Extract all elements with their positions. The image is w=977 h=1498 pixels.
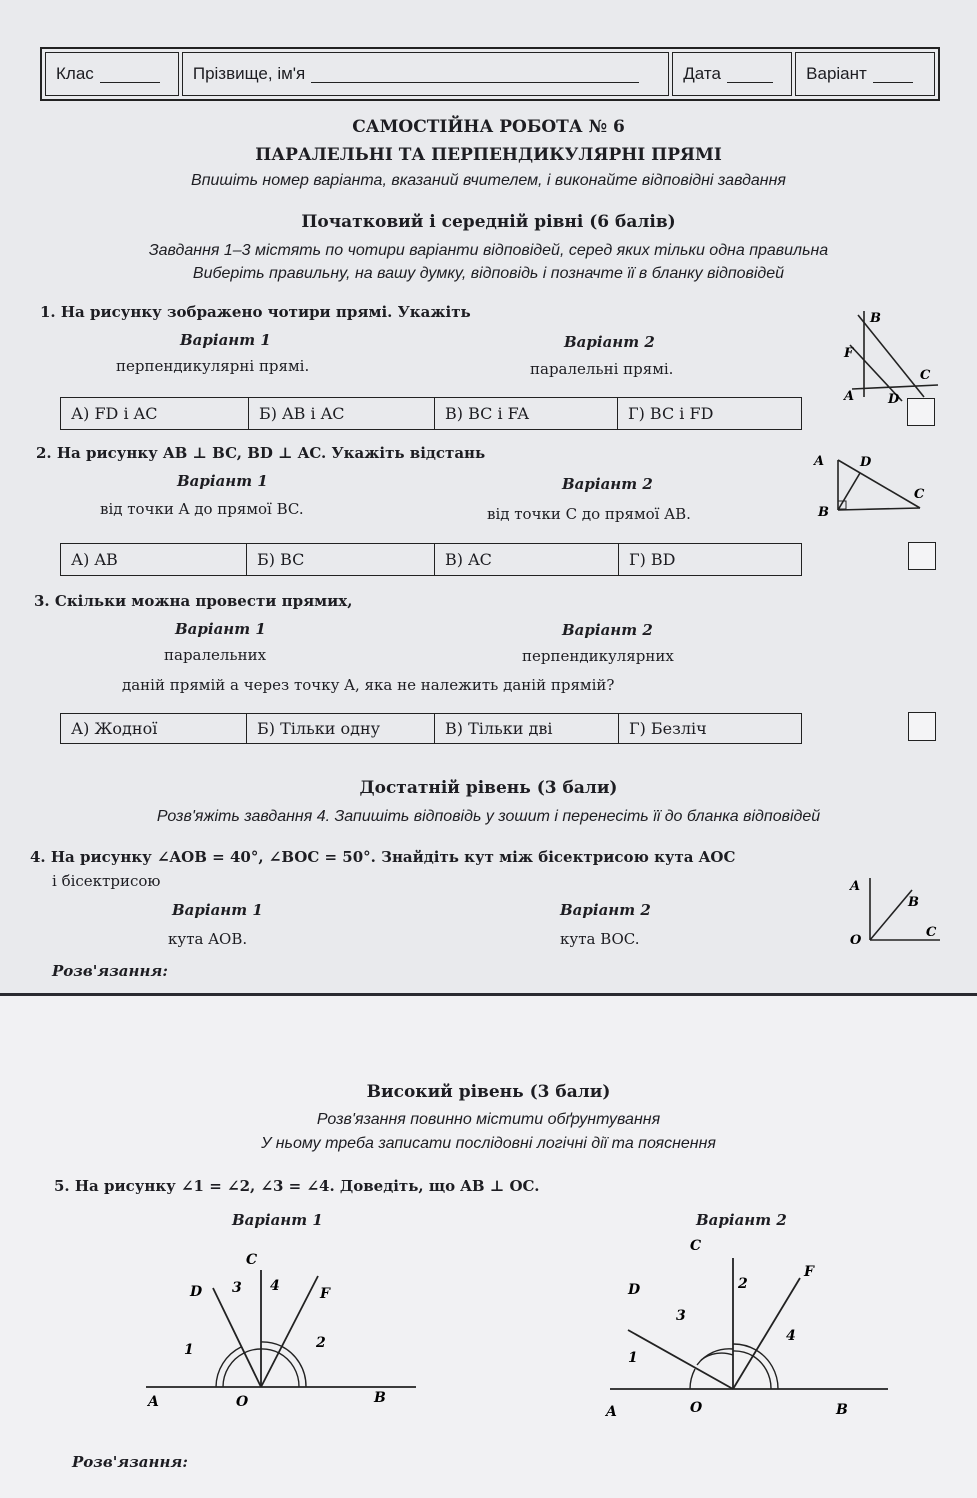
class-label: Клас: [56, 64, 94, 83]
q5-fig2-label-o: O: [690, 1400, 703, 1416]
q1-option-c[interactable]: В) BC і FA: [435, 398, 618, 429]
date-field[interactable]: [672, 52, 792, 96]
q4-fig-label-b: B: [908, 895, 919, 910]
q1-option-b[interactable]: Б) AB і AC: [249, 398, 435, 429]
q1-variant1-label: Варіант 1: [180, 331, 271, 349]
q5-fig1-label-a: A: [148, 1394, 159, 1410]
q4-solution-label: Розв'язання:: [52, 962, 168, 980]
q1-option-d[interactable]: Г) BC і FD: [628, 404, 714, 423]
q3-variant1-text: паралельних: [164, 646, 267, 664]
variant-field[interactable]: [795, 52, 935, 96]
q4-variant1-text: кута AOB.: [168, 930, 248, 948]
q5-fig2-label-2: 2: [738, 1276, 748, 1292]
q1-option-a[interactable]: А) FD і AC: [61, 398, 249, 429]
q2-variant1-text: від точки A до прямої BC.: [100, 500, 304, 518]
q3-option-a[interactable]: А) Жодної: [61, 714, 247, 743]
q2-option-d[interactable]: Г) BD: [629, 550, 676, 569]
q2-text: 2. На рисунку AB ⊥ BC, BD ⊥ AC. Укажіть відстань: [36, 444, 486, 462]
level2-instruction: Розв'яжіть завдання 4. Запишіть відповідь у зошит і перенесіть її до бланка відповідей: [156, 808, 821, 825]
q4-fig-label-o: O: [850, 933, 862, 948]
q5-fig2-label-a: A: [606, 1404, 617, 1420]
q3-options: [60, 713, 802, 744]
q5-fig1-label-2: 2: [316, 1335, 326, 1351]
level3-instruction-1: Розв'язання повинно містити обґрунтування: [316, 1111, 661, 1128]
q3-variant2-label: Варіант 2: [562, 621, 653, 639]
q1-options: [60, 397, 802, 430]
q5-fig2-label-1: 1: [628, 1350, 638, 1366]
q3-option-c[interactable]: В) Тільки дві: [435, 714, 619, 743]
q5-fig2-label-d: D: [628, 1282, 641, 1298]
q3-variant1-label: Варіант 1: [175, 620, 266, 638]
q2-option-a[interactable]: А) AB: [61, 544, 247, 575]
q1-text: 1. На рисунку зображено чотири прямі. Укажіть: [40, 303, 471, 321]
variant-label: Варіант: [806, 64, 867, 83]
q5-fig2-label-f: F: [804, 1264, 814, 1280]
q1-fig-label-f: F: [844, 346, 854, 361]
level3-title: Високий рівень (3 бали): [366, 1082, 611, 1102]
q5-solution-label: Розв'язання:: [72, 1453, 188, 1471]
q4-variant2-text: кута BOC.: [560, 930, 640, 948]
level3-instruction-2: У ньому треба записати послідовні логічні дії та пояснення: [261, 1135, 716, 1152]
q2-figure: [810, 448, 935, 523]
q5-fig1-label-b: B: [374, 1390, 386, 1406]
q5-figure-variant2: [598, 1232, 898, 1422]
q2-option-c[interactable]: В) AC: [435, 544, 619, 575]
q5-fig1-label-f: F: [320, 1286, 330, 1302]
q4-variant2-label: Варіант 2: [560, 901, 651, 919]
q2-variant1-label: Варіант 1: [177, 472, 268, 490]
q5-variant2-label: Варіант 2: [696, 1211, 787, 1229]
q3-answer-box[interactable]: [908, 712, 936, 741]
level2-title: Достатній рівень (3 бали): [359, 778, 618, 798]
variant-blank: [873, 66, 913, 83]
q4-text-2: і бісектрисою: [52, 872, 161, 890]
q2-fig-label-c: C: [914, 487, 925, 502]
q4-text: 4. На рисунку ∠AOB = 40°, ∠BOC = 50°. Знайдіть кут між бісектрисою кута AOC: [30, 848, 736, 866]
q5-variant1-label: Варіант 1: [232, 1211, 323, 1229]
q2-variant2-text: від точки C до прямої AB.: [487, 505, 691, 523]
q5-text: 5. На рисунку ∠1 = ∠2, ∠3 = ∠4. Доведіть, що AB ⊥ OC.: [54, 1177, 540, 1195]
q5-fig1-label-o: O: [236, 1394, 249, 1410]
name-label: Прізвище, ім'я: [192, 64, 306, 83]
q1-variant2-text: паралельні прямі.: [530, 360, 674, 378]
q2-variant2-label: Варіант 2: [562, 475, 653, 493]
level1-instruction-2: Виберіть правильну, на вашу думку, відповідь і позначте її в бланку відповідей: [192, 265, 785, 282]
student-info-header: [40, 47, 940, 101]
q2-fig-label-b: B: [818, 505, 829, 520]
level1-instruction-1: Завдання 1–3 містять по чотири варіанти відповідей, серед яких тільки одна правильна: [148, 242, 829, 259]
class-field[interactable]: [45, 52, 179, 96]
q1-fig-label-d: D: [888, 392, 900, 405]
level1-title: Початковий і середній рівні (6 балів): [301, 212, 676, 232]
q5-fig1-label-3: 3: [232, 1280, 242, 1296]
q4-fig-label-c: C: [926, 925, 937, 940]
q3-option-d[interactable]: Г) Безліч: [629, 719, 707, 738]
q4-variant1-label: Варіант 1: [172, 901, 263, 919]
q5-fig2-label-3: 3: [676, 1308, 686, 1324]
q1-fig-label-b: B: [870, 311, 881, 326]
main-instruction: Впишіть номер варіанта, вказаний вчителем, і виконайте відповідні завдання: [191, 172, 786, 189]
class-blank: [100, 66, 160, 83]
name-field[interactable]: [182, 52, 669, 96]
q3-text: 3. Скільки можна провести прямих,: [34, 592, 353, 610]
q3-variant2-text: перпендикулярних: [522, 647, 674, 665]
topic-title: ПАРАЛЕЛЬНІ ТА ПЕРПЕНДИКУЛЯРНІ ПРЯМІ: [255, 145, 722, 165]
work-title: САМОСТІЙНА РОБОТА № 6: [352, 117, 625, 137]
q5-fig2-label-b: B: [836, 1402, 848, 1418]
q1-fig-label-a: A: [844, 389, 855, 404]
q5-fig1-label-c: C: [246, 1252, 258, 1268]
q5-fig2-label-c: C: [690, 1238, 702, 1254]
q3-option-b[interactable]: Б) Тільки одну: [247, 714, 435, 743]
q2-fig-label-d: D: [860, 455, 872, 470]
q2-options: [60, 543, 802, 576]
q5-fig1-label-4: 4: [270, 1278, 280, 1294]
q1-figure: [836, 305, 940, 405]
q5-fig1-label-d: D: [190, 1284, 203, 1300]
q4-fig-label-a: A: [850, 879, 861, 894]
date-blank: [727, 66, 773, 83]
q2-fig-label-a: A: [814, 454, 825, 469]
q2-option-b[interactable]: Б) BC: [247, 544, 435, 575]
q5-fig2-label-4: 4: [786, 1328, 796, 1344]
q1-variant1-text: перпендикулярні прямі.: [116, 357, 310, 375]
q1-fig-label-c: C: [920, 368, 931, 383]
q5-figure-variant1: [138, 1240, 428, 1415]
q4-figure: [840, 872, 945, 950]
q1-variant2-label: Варіант 2: [564, 333, 655, 351]
name-blank: [311, 66, 639, 83]
q3-text-2: даній прямій a через точку A, яка не належить даній прямій?: [122, 676, 615, 694]
q2-answer-box[interactable]: [908, 542, 936, 570]
q5-fig1-label-1: 1: [184, 1342, 194, 1358]
date-label: Дата: [683, 64, 721, 83]
